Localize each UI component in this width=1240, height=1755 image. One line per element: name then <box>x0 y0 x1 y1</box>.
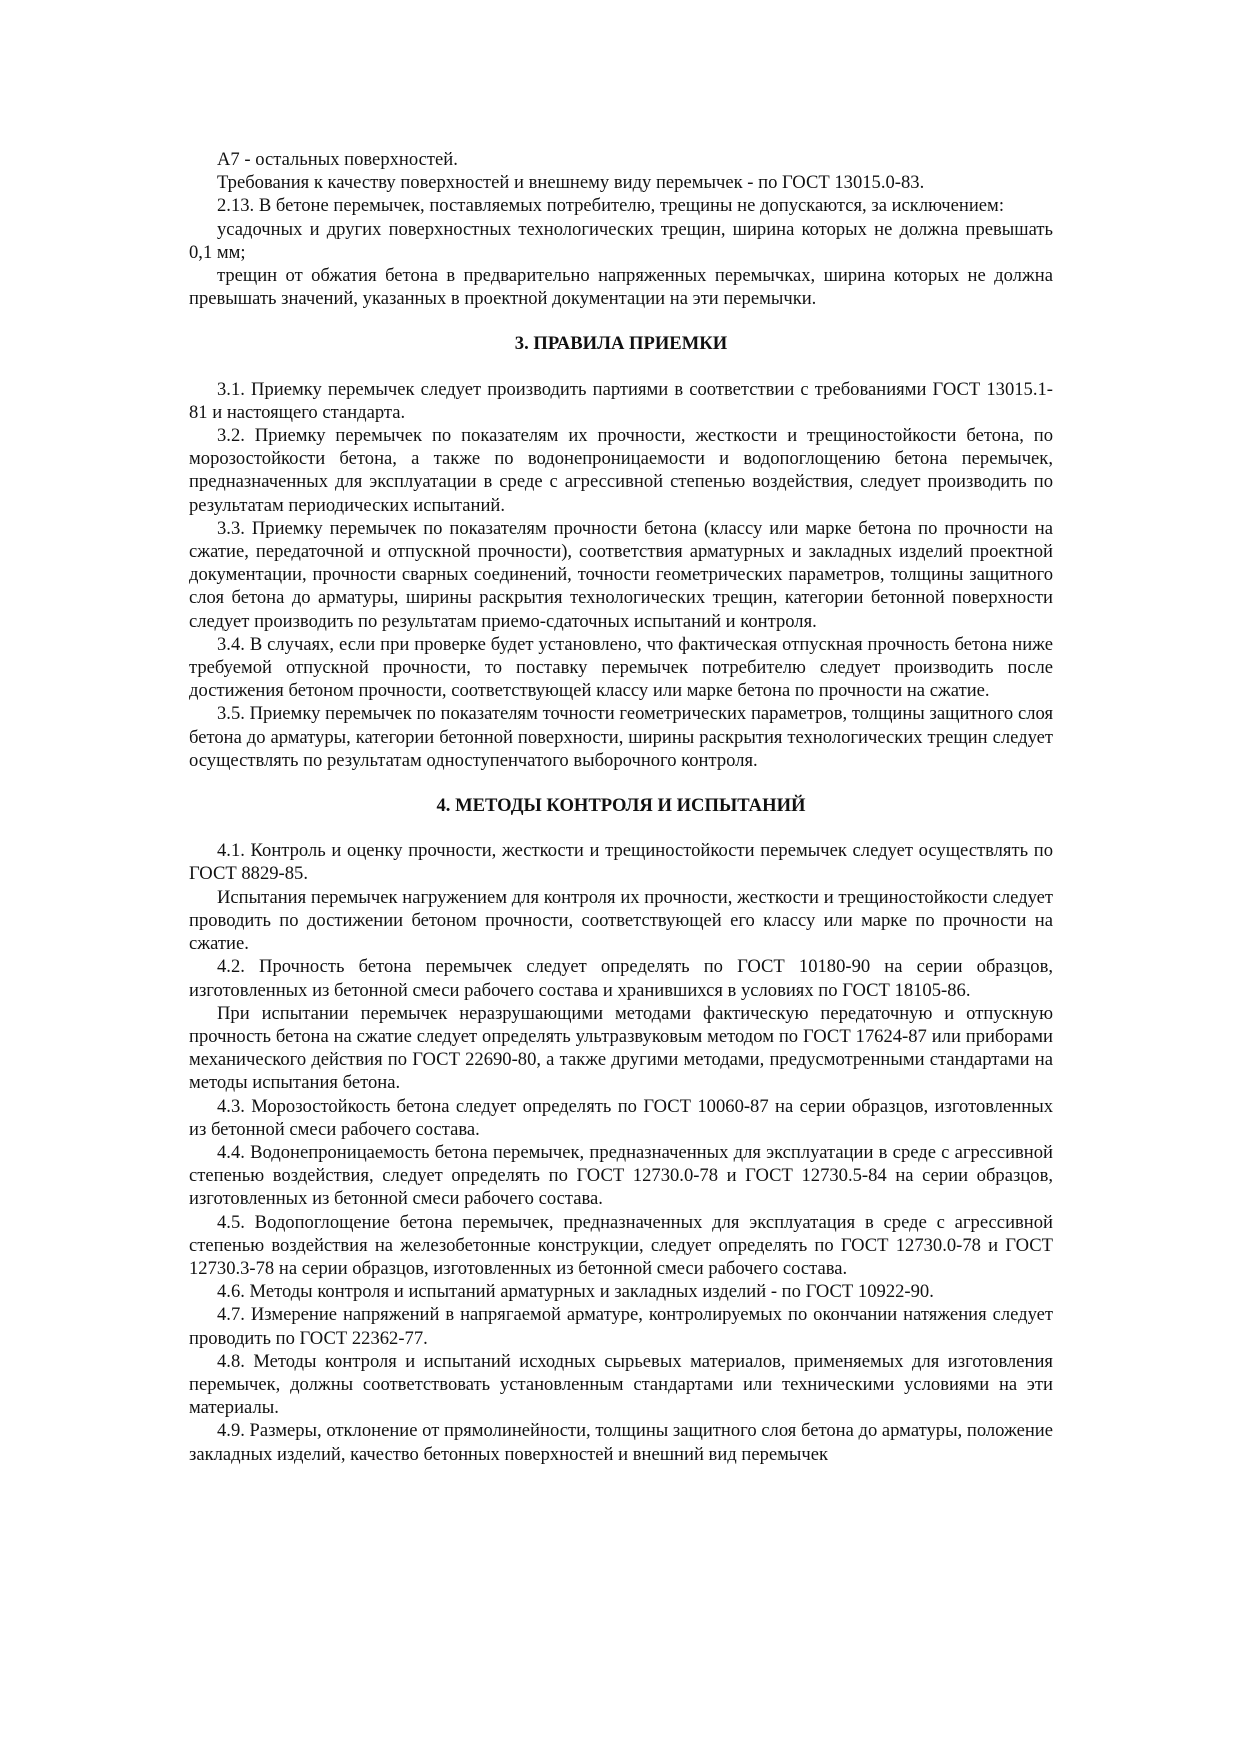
paragraph-4-5: 4.5. Водопоглощение бетона перемычек, предназначенных для эксплуатация в среде с агрессивной степенью воздействия на железобетонные конструкции, следует определять по ГОСТ 12730.0-78 и ГОСТ 12730.3-78 на серии образцов, изготовленных из бетонной смеси рабочего состава. <box>189 1211 1053 1279</box>
paragraph-4-1-tests: Испытания перемычек нагружением для контроля их прочности, жесткости и трещиностойкости следует проводить по достижении бетоном прочности, соответствующей его классу или марке по прочности на сжатие. <box>189 886 1053 955</box>
paragraph-4-6: 4.6. Методы контроля и испытаний арматурных и закладных изделий - по ГОСТ 10922-90. <box>217 1281 934 1303</box>
paragraph-4-2: 4.2. Прочность бетона перемычек следует определять по ГОСТ 10180-90 на серии образцов, изготовленных из бетонной смеси рабочего состава и хранившихся в условиях по ГОСТ 18105-86. <box>189 956 1053 1001</box>
paragraph-4-9: 4.9. Размеры, отклонение от прямолинейности, толщины защитного слоя бетона до арматуры, положение закладных изделий, качество бетонных поверхностей и внешний вид перемычек <box>189 1420 1053 1465</box>
paragraph-3-3: 3.3. Приемку перемычек по показателям прочности бетона (классу или марке бетона по прочности на сжатие, передаточной и отпускной прочности), соответствия арматурных и закладных изделий проектной документации, прочности сварных соединений, точности геометрических параметров, толщины защитного слоя бетона до арматуры, ширины раскрытия технологических трещин, категории бетонной поверхности следует производить по результатам приемо-сдаточных испытаний и контроля. <box>189 517 1053 632</box>
paragraph-3-2: 3.2. Приемку перемычек по показателям их прочности, жесткости и трещиностойкости бетона, по морозостойкости бетона, а также по водонепроницаемости и водопоглощению бетона перемычек, предназначенных для эксплуатации в среде с агрессивной степенью воздействия, следует производить по результатам периодических испытаний. <box>189 425 1053 516</box>
document-page <box>189 148 1053 1466</box>
paragraph-4-3: 4.3. Морозостойкость бетона следует определять по ГОСТ 10060-87 на серии образцов, изготовленных из бетонной смеси рабочего состава. <box>189 1095 1053 1140</box>
paragraph-intro-5: трещин от обжатия бетона в предварительно напряженных перемычках, ширина которых не должна превышать значений, указанных в проектной документации на эти перемычки. <box>189 265 1053 310</box>
paragraph-3-4: 3.4. В случаях, если при проверке будет установлено, что фактическая отпускная прочность бетона ниже требуемой отпускной прочности, то поставку перемычек потребителю следует производить после достижения бетоном прочности, соответствующей классу или марке бетона по прочности на сжатие. <box>189 633 1053 702</box>
paragraph-4-7: 4.7. Измерение напряжений в напрягаемой арматуре, контролируемых по окончании натяжения следует проводить по ГОСТ 22362-77. <box>189 1304 1053 1349</box>
paragraph-3-1: 3.1. Приемку перемычек следует производить партиями в соответствии с требованиями ГОСТ 13015.1-81 и настоящего стандарта. <box>189 378 1053 423</box>
paragraph-3-5: 3.5. Приемку перемычек по показателям точности геометрических параметров, толщины защитного слоя бетона до арматуры, категории бетонной поверхности, ширины раскрытия технологических трещин следует осуществлять по результатам одноступенчатого выборочного контроля. <box>189 703 1053 771</box>
section-4-heading: 4. МЕТОДЫ КОНТРОЛЯ И ИСПЫТАНИЙ <box>436 795 806 817</box>
paragraph-4-8: 4.8. Методы контроля и испытаний исходных сырьевых материалов, применяемых для изготовления перемычек, должны соответствовать установленным стандартами или техническими условиями на эти материалы. <box>189 1350 1053 1419</box>
paragraph-2-13: 2.13. В бетоне перемычек, поставляемых потребителю, трещины не допускаются, за исключением: <box>217 195 1004 217</box>
paragraph-intro-2: Требования к качеству поверхностей и внешнему виду перемычек - по ГОСТ 13015.0-83. <box>217 172 925 194</box>
paragraph-intro-4: усадочных и других поверхностных технологических трещин, ширина которых не должна превышать 0,1 мм; <box>189 218 1053 263</box>
section-3-heading: 3. ПРАВИЛА ПРИЕМКИ <box>514 333 728 355</box>
paragraph-4-4: 4.4. Водонепроницаемость бетона перемычек, предназначенных для эксплуатации в среде с агрессивной степенью воздействия, следует определять по ГОСТ 12730.0-78 и ГОСТ 12730.5-84 на серии образцов, изготовленных из бетонной смеси рабочего состава. <box>189 1141 1053 1210</box>
paragraph-4-1: 4.1. Контроль и оценку прочности, жесткости и трещиностойкости перемычек следует осуществлять по ГОСТ 8829-85. <box>189 840 1053 885</box>
paragraph-intro-1: А7 - остальных поверхностей. <box>217 149 458 170</box>
paragraph-4-2-nondestructive: При испытании перемычек неразрушающими методами фактическую передаточную и отпускную прочность бетона на сжатие следует определять ультразвуковым методом по ГОСТ 17624-87 или приборами механического действия по ГОСТ 22690-80, а также другими методами, предусмотренными стандартами на методы испытания бетона. <box>189 1002 1053 1094</box>
